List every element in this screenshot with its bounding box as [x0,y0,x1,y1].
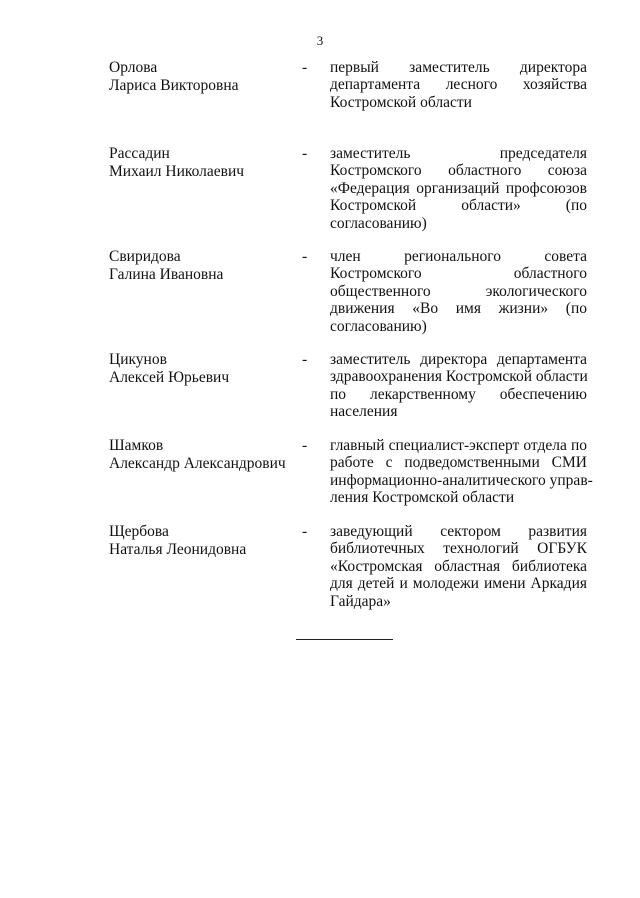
member-surname: Цикунов [109,351,167,368]
member-entry [0,59,640,145]
position-line: ления Костромской области [330,489,515,507]
position-line: согласованию) [330,214,427,232]
position-line: здравоохранения Костромской области [330,368,588,386]
position-line: информационно-аналитического управ- [330,471,593,489]
separator-dash: - [302,523,308,540]
page-number: 3 [316,33,324,48]
member-name [109,437,299,472]
member-given-names: Наталья Леонидовна [109,540,247,558]
position-line: «Федерация организаций профсоюзов [330,179,587,197]
member-name [109,145,299,180]
member-given-names: Александр Александрович [109,454,286,472]
member-position [330,59,587,111]
member-given-names: Алексей Юрьевич [109,368,230,386]
position-line: общественного экологического [330,282,587,300]
member-surname: Рассадин [109,145,170,162]
position-line: заместитель директора департамента [330,351,587,368]
member-name [109,523,299,558]
separator-dash: - [302,248,308,265]
member-entry [0,351,640,437]
separator-dash: - [302,59,308,76]
position-line: департамента лесного хозяйства [330,76,587,94]
position-line: Костромской области [330,93,472,111]
member-entry [0,145,640,248]
position-line: работе с подведомственными СМИ [330,454,587,472]
member-name [109,351,299,386]
position-line: Костромской области» (по [330,197,587,215]
member-position [330,437,593,507]
member-position [330,351,587,421]
position-line: Костромского областного союза [330,162,587,180]
separator-dash: - [302,145,308,162]
member-surname: Шамков [109,437,164,454]
separator-dash: - [302,351,308,368]
member-surname: Орлова [109,59,158,76]
member-surname: Свиридова [109,248,181,265]
member-position [330,248,587,335]
position-line: Костромского областного [330,265,587,283]
member-position [330,145,587,232]
member-position [330,523,587,610]
member-entry [0,437,640,523]
position-line: Гайдара» [330,592,391,610]
position-line: по лекарственному обеспечению [330,385,587,403]
position-line: согласованию) [330,317,427,335]
position-line: «Костромская областная библиотека [330,557,587,575]
member-given-names: Галина Ивановна [109,265,224,283]
position-line: главный специалист-эксперт отдела по [330,437,587,454]
position-line: движения «Во имя жизни» (по [330,300,587,318]
position-line: первый заместитель директора [330,59,587,76]
position-line: библиотечных технологий ОГБУК [330,540,587,558]
member-given-names: Михаил Николаевич [109,162,245,180]
position-line: член регионального совета [330,248,587,265]
member-entry [0,248,640,351]
position-line: заместитель председателя [330,145,587,162]
member-entry [0,523,640,626]
closing-rule [296,639,393,640]
member-list [0,59,640,626]
member-given-names: Лариса Викторовна [109,76,239,94]
position-line: заведующий сектором развития [330,523,587,540]
position-line: для детей и молодежи имени Аркадия [330,575,587,593]
separator-dash: - [302,437,308,454]
member-name [109,248,299,283]
member-surname: Щербова [109,523,169,540]
position-line: населения [330,403,398,421]
member-name [109,59,299,94]
